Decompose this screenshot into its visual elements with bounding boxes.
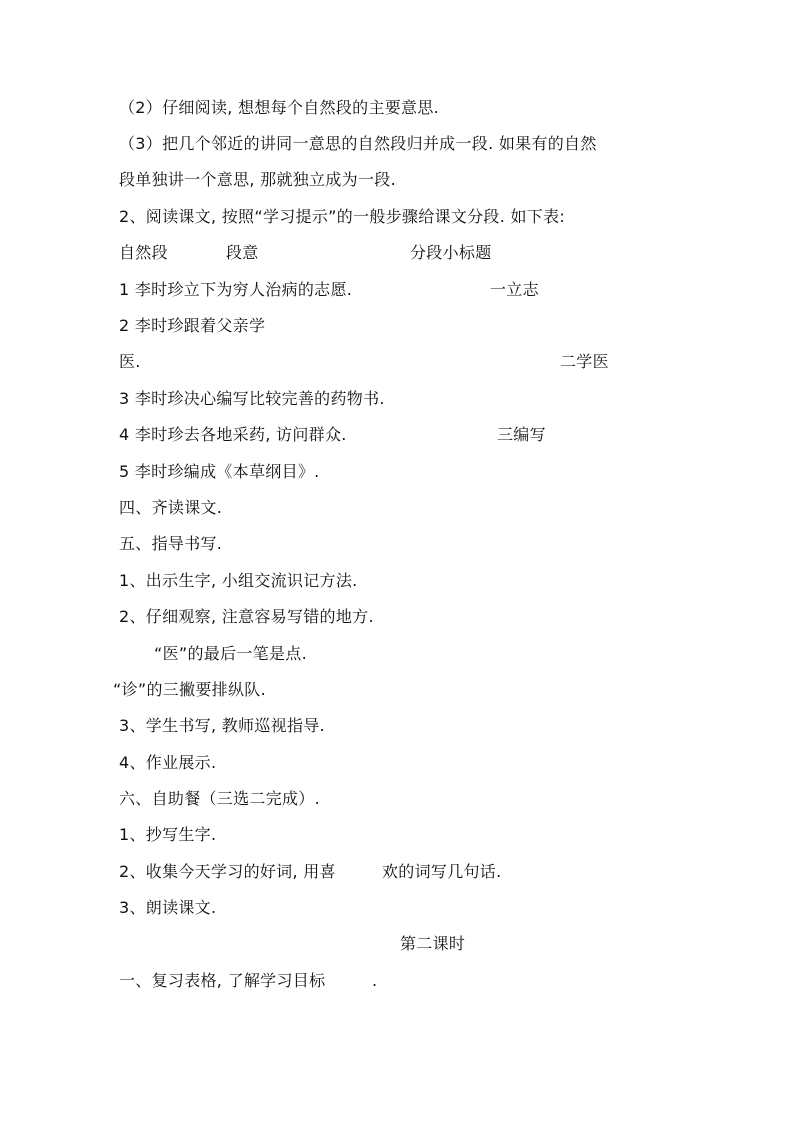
text-line: 2、阅读课文, 按照“学习提示”的一般步骤给课文分段. 如下表: (119, 207, 566, 226)
table-header-meaning: 段意 (226, 243, 259, 262)
table-row-text: 5 李时珍编成《本草纲目》. (119, 462, 320, 481)
text-line: （2）仔细阅读, 想想每个自然段的主要意思. (119, 98, 440, 117)
table-row-text: 1 李时珍立下为穷人治病的志愿. (119, 280, 353, 299)
table-header-subtitle: 分段小标题 (410, 243, 492, 262)
text-line: 六、自助餐（三选二完成）. (119, 789, 320, 808)
table-row-subtitle: 三编写 (497, 425, 546, 444)
text-line: “诊”的三撇要排纵队. (113, 680, 266, 699)
text-line: （3）把几个邻近的讲同一意思的自然段归并成一段. 如果有的自然 (119, 134, 597, 153)
table-row-text: 4 李时珍去各地采药, 访问群众. (119, 425, 347, 444)
text-line: 2、收集今天学习的好词, 用喜 (119, 862, 336, 881)
text-line: 4、作业展示. (119, 753, 217, 772)
table-row-subtitle: 一立志 (490, 280, 539, 299)
table-row-text: 医. (119, 352, 141, 371)
text-line: 欢的词写几句话. (382, 862, 502, 881)
text-line: 四、齐读课文. (119, 498, 223, 517)
text-line: 段单独讲一个意思, 那就独立成为一段. (119, 170, 396, 189)
text-line: . (372, 971, 378, 990)
text-line: 3、学生书写, 教师巡视指导. (119, 716, 325, 735)
text-line: 3、朗读课文. (119, 898, 217, 917)
text-line: 1、出示生字, 小组交流识记方法. (119, 571, 358, 590)
text-line: 2、仔细观察, 注意容易写错的地方. (119, 607, 374, 626)
text-line: 1、抄写生字. (119, 825, 217, 844)
table-header-paragraph: 自然段 (119, 243, 168, 262)
table-row-subtitle: 二学医 (560, 352, 609, 371)
text-line: 一、复习表格, 了解学习目标 (119, 971, 326, 990)
text-line: “医”的最后一笔是点. (154, 644, 307, 663)
table-row-text: 2 李时珍跟着父亲学 (119, 316, 266, 335)
text-line: 五、指导书写. (119, 534, 223, 553)
section-heading: 第二课时 (400, 934, 466, 953)
table-row-text: 3 李时珍决心编写比较完善的药物书. (119, 389, 385, 408)
